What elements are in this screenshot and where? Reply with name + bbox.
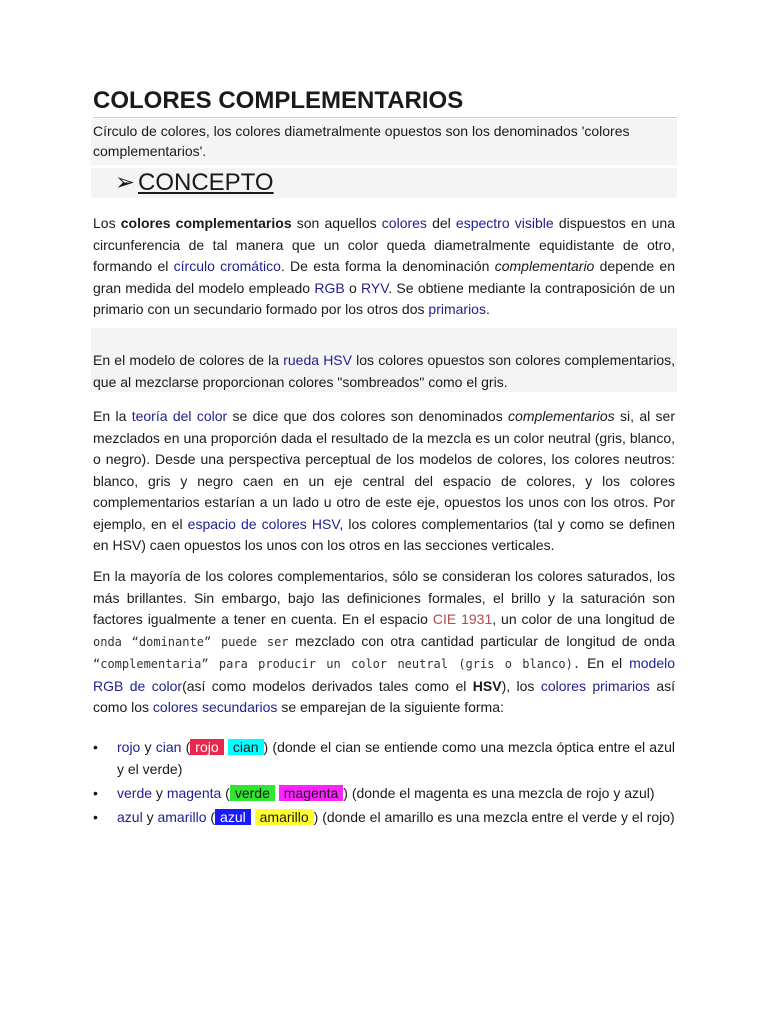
section-heading-concepto — [91, 168, 677, 198]
swatch-azul: azul — [215, 809, 251, 825]
list-item: • azul y amarillo ( azul amarillo ) (donde el amarillo es una mezcla entre el verde y el rojo) — [93, 806, 675, 828]
link-espacio-hsv[interactable]: espacio de colores HSV — [187, 515, 340, 532]
swatch-magenta: magenta — [279, 785, 343, 801]
paragraph-hsv-wheel: En el modelo de colores de la rueda HSV los colores opuestos son colores complementarios, que al mezclarse proporcionan colores "sombreados" como el gris. — [93, 352, 675, 390]
link-colores-primarios[interactable]: colores primarios — [540, 677, 650, 694]
list-item: • rojo y cian ( rojo cian ) (donde el cian se entiende como una mezcla óptica entre el azul y el verde) — [93, 736, 675, 780]
link-rueda-hsv[interactable]: rueda HSV — [283, 352, 352, 368]
link-primarios[interactable]: primarios — [428, 301, 486, 317]
link-dominante[interactable]: dominante — [138, 634, 204, 649]
arrow-bullet-icon: ➢ — [115, 169, 136, 196]
link-azul[interactable]: azul — [117, 809, 143, 825]
bullet-dot-icon: • — [93, 785, 98, 801]
image-caption: Círculo de colores, los colores diametralmente opuestos son los denominados 'colores complementarios'. — [91, 119, 677, 165]
link-rgb[interactable]: RGB — [314, 279, 345, 296]
paragraph-color-theory: En la teoría del color se dice que dos colores son denominados complementarios si, al ser mezclados en una proporción dada el resultado de la mezcla es un color neutral (gris, blanco, o negro). Desde una perspectiva perceptual de los modelos de colores, los colores neutros: blanco, gris y negro caen en un eje central del espacio de colores, y los colores complementarios estarían a un lado u otro de este eje, opuestos los unos con los otros. Por ejemplo, en el espacio de colores HSV, los colores complementarios (tal y como se definen en HSV) caen opuestos los unos con los otros en las secciones verticales. — [93, 408, 676, 553]
link-cie-1931[interactable]: CIE 1931 — [432, 611, 493, 627]
paragraph-definition: Los colores complementarios son aquellos colores del espectro visible dispuestos en una circunferencia de tal manera que un color queda diametralmente equidistante de otro, formando el círculo cromático. De esta forma la denominación complementario depende en gran medida del modelo empleado RGB o RYV. Se obtiene mediante la contraposición de un primario con un secundario formado por los otros dos primarios. — [93, 215, 676, 317]
swatch-rojo: rojo — [190, 739, 223, 755]
link-amarillo[interactable]: amarillo — [157, 809, 207, 825]
bullet-dot-icon: • — [93, 809, 98, 825]
link-rojo[interactable]: rojo — [117, 739, 141, 755]
link-espectro-visible[interactable]: espectro visible — [455, 215, 554, 231]
swatch-amarillo: amarillo — [255, 809, 314, 825]
link-ryv[interactable]: RYV — [361, 279, 389, 296]
swatch-cian: cian — [228, 739, 264, 755]
list-item: • verde y magenta ( verde magenta ) (donde el magenta es una mezcla de rojo y azul) — [93, 782, 675, 804]
complementary-pairs-list — [93, 736, 675, 830]
paragraph-saturated-colors: En la mayoría de los colores complementarios, sólo se consideran los colores saturados, los más brillantes. Sin embargo, bajo las definiciones formales, el brillo y la saturación son factores igualmente a tener en cuenta. En el espacio CIE 1931, un color de una longitud de onda “dominante” puede ser mezclado con otra cantidad particular de longitud de onda “complementaria” para producir un color neutral (gris o blanco). En el modelo RGB de color(así como modelos derivados tales como el HSV), los colores primarios así como los colores secundarios se emparejan de la siguiente forma: — [93, 568, 675, 715]
page-title: COLORES COMPLEMENTARIOS — [93, 86, 677, 118]
link-magenta[interactable]: magenta — [166, 785, 222, 801]
link-modelo-rgb[interactable]: modelo RGB de color — [93, 655, 675, 694]
link-verde[interactable]: verde — [117, 785, 153, 801]
section-heading-label: CONCEPTO — [138, 169, 274, 196]
bullet-dot-icon: • — [93, 739, 98, 755]
link-circulo-cromatico[interactable]: círculo cromático — [173, 258, 281, 274]
link-colores-secundarios[interactable]: colores secundarios — [152, 699, 278, 715]
bold-term: colores complementarios — [120, 215, 292, 231]
link-colores[interactable]: colores — [381, 215, 427, 231]
swatch-verde: verde — [230, 785, 275, 801]
link-cian[interactable]: cian — [155, 739, 182, 755]
link-teoria-del-color[interactable]: teoría del color — [131, 408, 228, 424]
